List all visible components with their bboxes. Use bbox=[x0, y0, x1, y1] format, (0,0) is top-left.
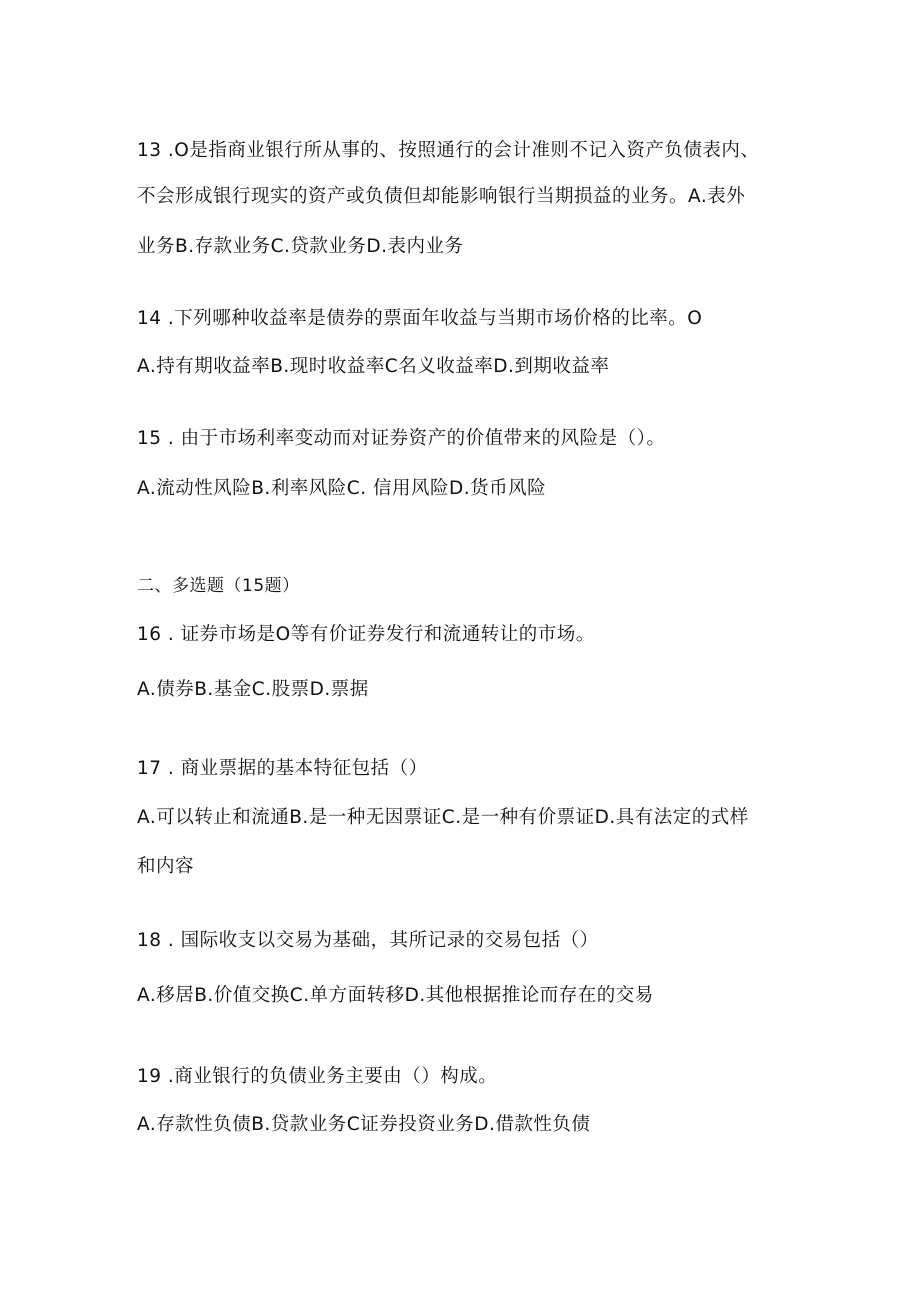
question-14-options: A.持有期收益率B.现时收益率C名义收益率D.到期收益率 bbox=[137, 356, 610, 377]
question-16-stem: 16 . 证券市场是O等有价证券发行和流通转让的市场。 bbox=[137, 624, 595, 645]
question-17-options-line-2: 和内容 bbox=[137, 856, 195, 877]
question-13-line-1: 13 .O是指商业银行所从事的、按照通行的会计准则不记入资产负债表内、 bbox=[137, 140, 760, 161]
question-17-options-line-1: A.可以转止和流通B.是一种无因票证C.是一种有价票证D.具有法定的式样 bbox=[137, 807, 749, 828]
question-18-stem: 18 . 国际收支以交易为基础，其所记录的交易包括（） bbox=[137, 930, 599, 951]
section-heading: 二、多选题（15题） bbox=[137, 576, 300, 596]
question-15-options: A.流动性风险B.利率风险C. 信用风险D.货币风险 bbox=[137, 478, 547, 499]
question-13-line-2: 不会形成银行现实的资产或负债但却能影响银行当期损益的业务。A.表外 bbox=[137, 186, 746, 207]
question-13-line-3: 业务B.存款业务C.贷款业务D.表内业务 bbox=[137, 236, 464, 257]
question-19-stem: 19 .商业银行的负债业务主要由（）构成。 bbox=[137, 1066, 498, 1087]
question-16-options: A.债券B.基金C.股票D.票据 bbox=[137, 679, 369, 700]
question-17-stem: 17 . 商业票据的基本特征包括（） bbox=[137, 758, 428, 779]
question-18-options: A.移居B.价值交换C.单方面转移D.其他根据推论而存在的交易 bbox=[137, 985, 654, 1006]
question-15-stem: 15 . 由于市场利率变动而对证券资产的价值带来的风险是（）。 bbox=[137, 428, 666, 449]
question-14-stem: 14 .下列哪种收益率是债券的票面年收益与当期市场价格的比率。O bbox=[137, 308, 703, 329]
question-19-options: A.存款性负债B.贷款业务C证券投资业务D.借款性负债 bbox=[137, 1114, 591, 1135]
